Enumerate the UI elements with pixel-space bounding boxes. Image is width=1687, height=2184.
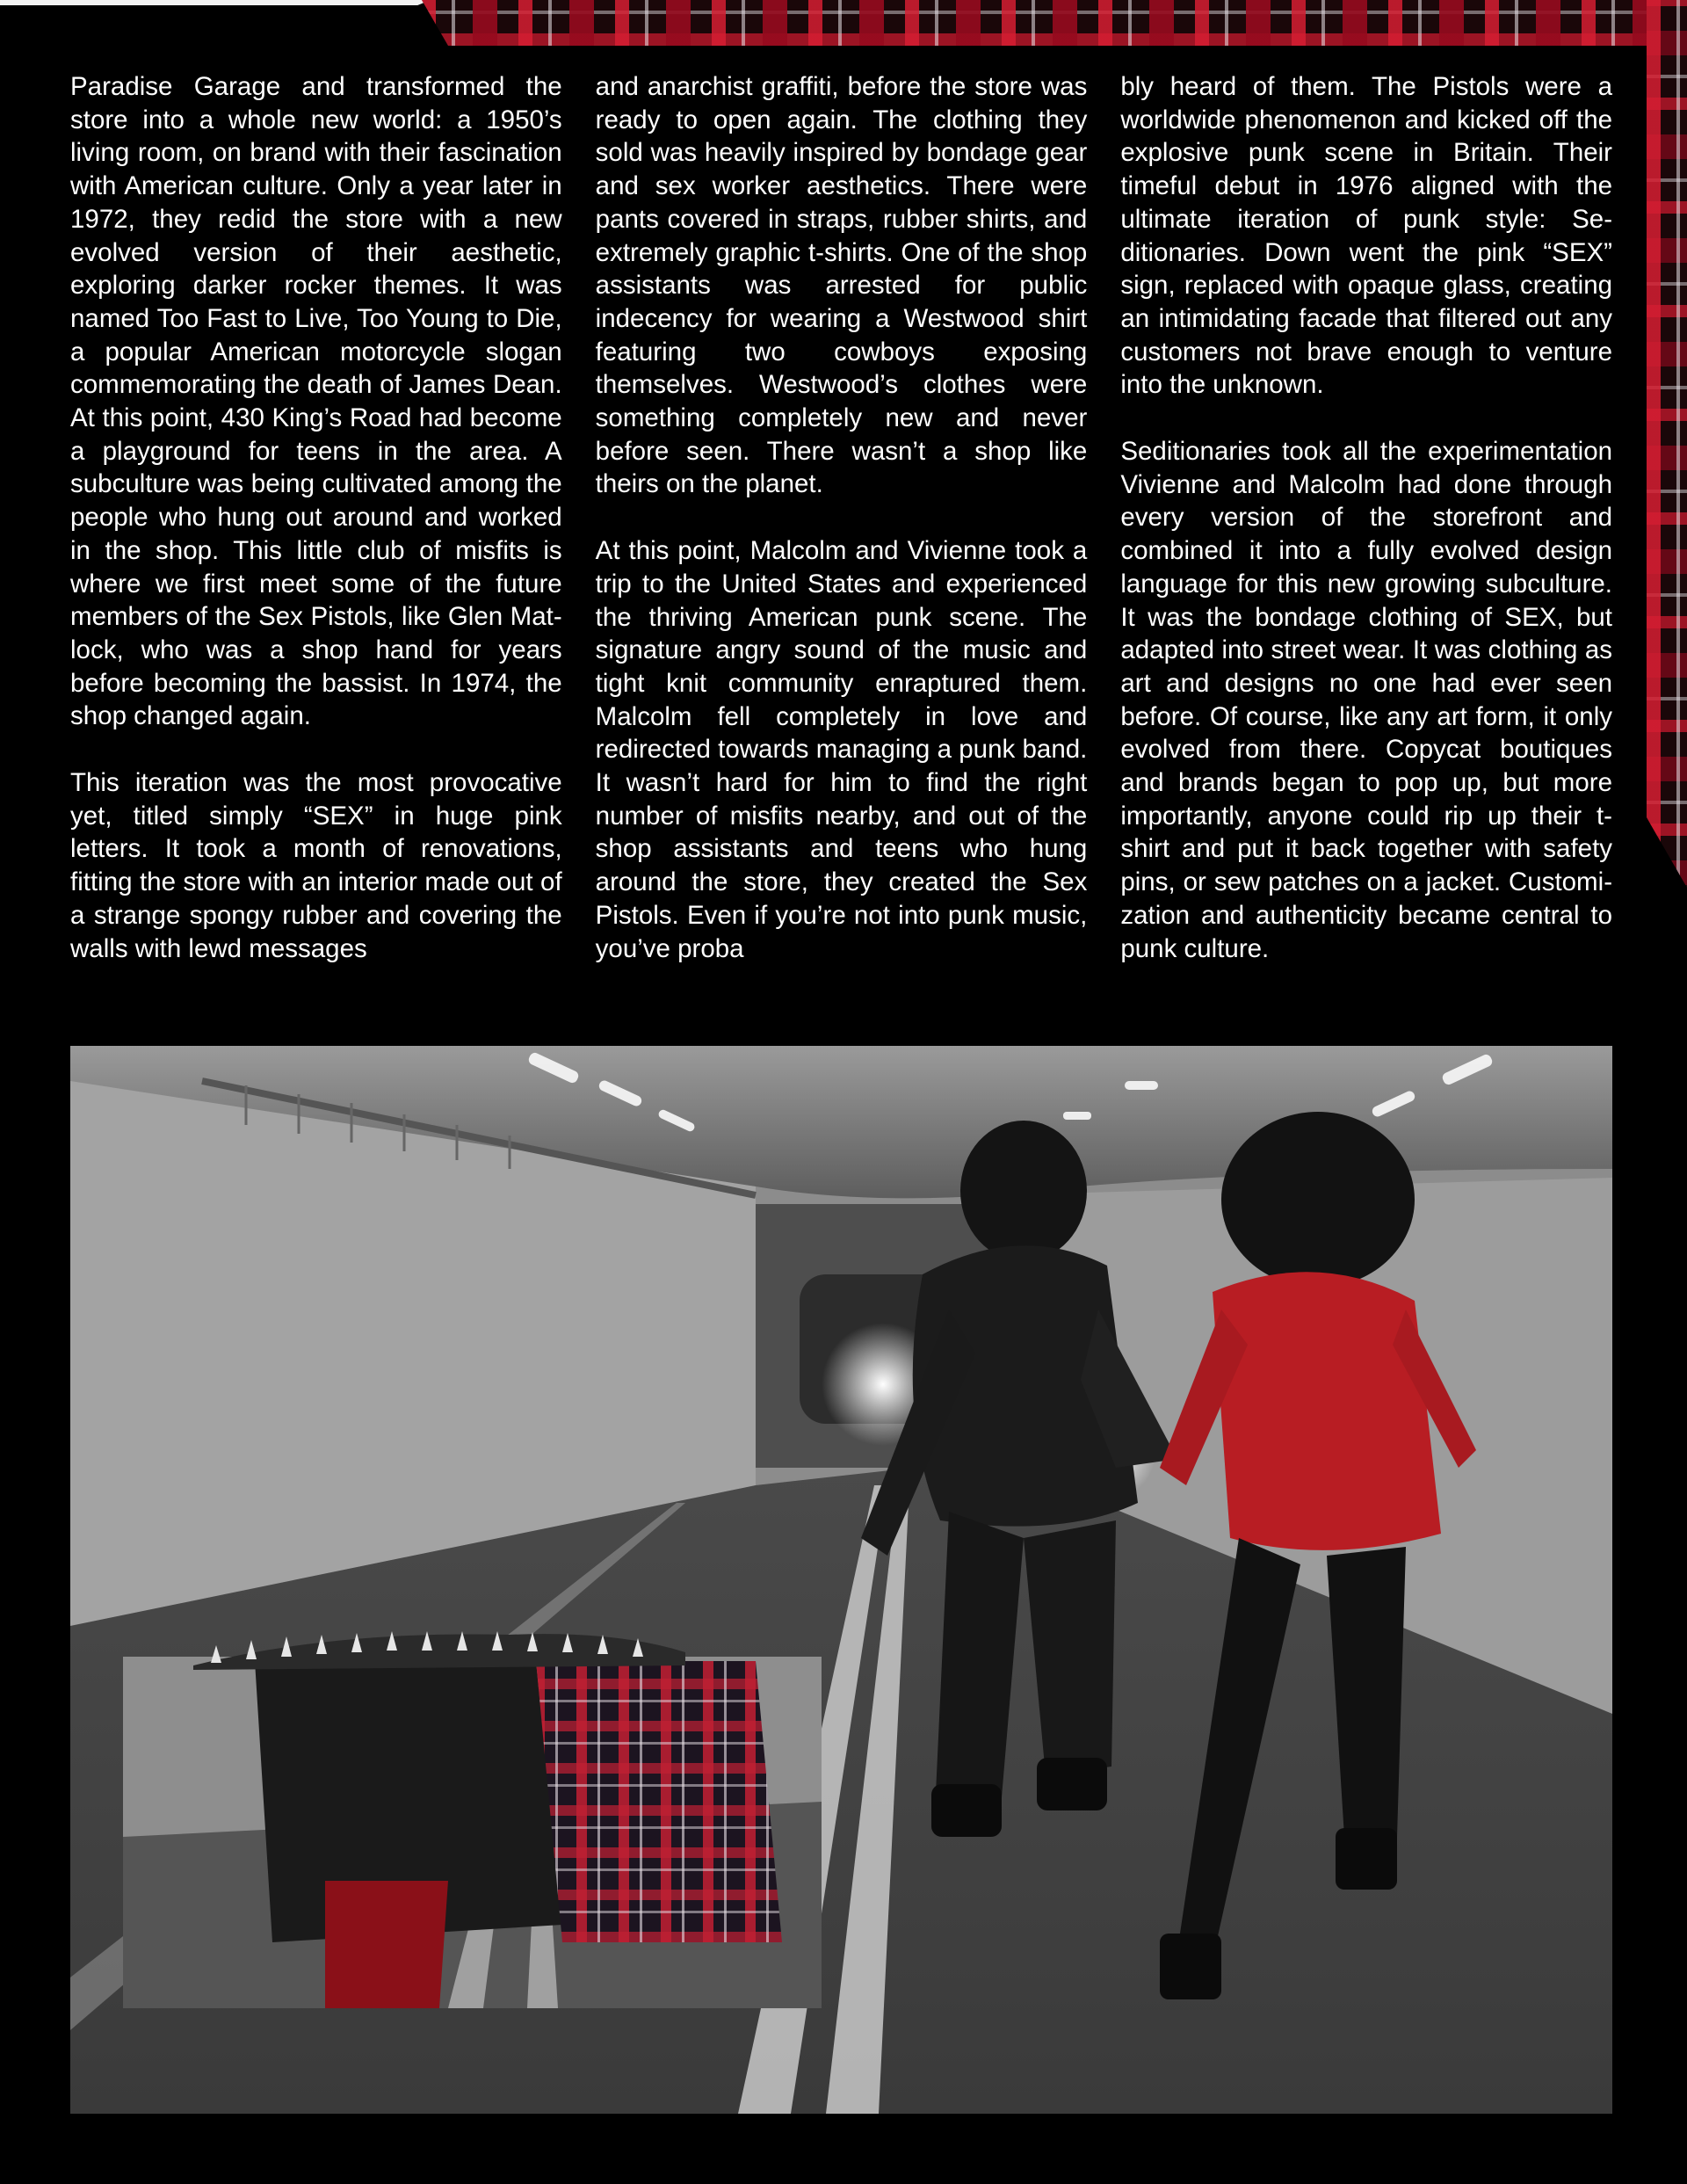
paragraph: At this point, Malcolm and Vivienne took a trip to the United States and experienced the thriving American punk scene. The signature angry sound of the music and tight knit community enraptured them. Malcolm fell completely in love and redirected towards managing a punk band. It wasn’t hard for him to find the right number of misfits nearby, and out of the shop assistants and teens who hung around the store, they created the Sex Pistols. Even if you’re not into punk music, you’ve proba [595,536,1088,963]
paragraph: and anarchist graffiti, before the store was ready to open again. The clothing they sold was heavily inspired by bondage gear and sex worker aesthetics. There were pants covered in straps, rubber shirts, and extremely graphic t-shirts. One of the shop assistants was arrested for public indecency for wearing a Westwood shirt featuring two cowboys exposing themselves. Westwood’s clothes were something completely new and never before seen. There wasn’t a shop like theirs on the planet. [595,72,1088,499]
top-left-white-stripe [0,0,431,5]
article-body [70,70,1612,965]
paragraph: bly heard of them. The Pistols were a worldwide phenomenon and kicked off the explosive punk scene in Britain. Their timeful debut in 1976 aligned with the ultimate iteration of punk style: Seditionaries. Down went the pink “SEX” sign, replaced with opaque glass, creating an intimidating facade that filtered out any customers not brave enough to venture into the unknown. [1120,72,1613,400]
tunnel-photo-illustration [70,1046,1612,2114]
paragraph: Paradise Garage and transformed the store into a whole new world: a 1950’s living room, on brand with their fascination with American culture. Only a year later in 1972, they redid the store with a new evolved version of their aesthetic, exploring darker rocker themes. It was named Too Fast to Live, Too Young to Die, a popular American motorcycle slogan commemorating the death of James Dean. At this point, 430 King’s Road had become a playground for teens in the area. A subculture was being cultivated among the people who hung out around and worked in the shop. This little club of misfits is where we first meet some of the future members of the Sex Pistols, like Glen Matlock, who was a shop hand for years before becoming the bassist. In 1974, the shop changed again. [70,72,562,731]
paragraph: Seditionaries took all the experimentation Vivienne and Malcolm had done through every version of the storefront and combined it into a fully evolved design language for this new growing subculture. It was the bondage clothing of SEX, but adapted into street wear. It was clothing as art and designs no one had ever seen before. Of course, like any art form, it only evolved from there. Copycat boutiques and brands began to pop up, but more importantly, anyone could rip up their t-shirt and put it back together with safety pins, or sew patches on a jacket. Customization and authenticity became central to punk culture. [1120,437,1613,963]
article-column-1 [70,70,562,965]
article-column-3 [1120,70,1612,965]
plaid-banner-top [422,0,1687,46]
article-column-2 [596,70,1088,965]
inset-collage [123,1631,822,2008]
tunnel-photo [70,1046,1612,2114]
plaid-banner-right [1647,0,1687,2184]
paragraph: This iteration was the most provocative yet, titled simply “SEX” in huge pink letters. It took a month of renovations, fitting the store with an interior made out of a strange spongy rubber and covering the walls with lewd messages [70,768,562,963]
